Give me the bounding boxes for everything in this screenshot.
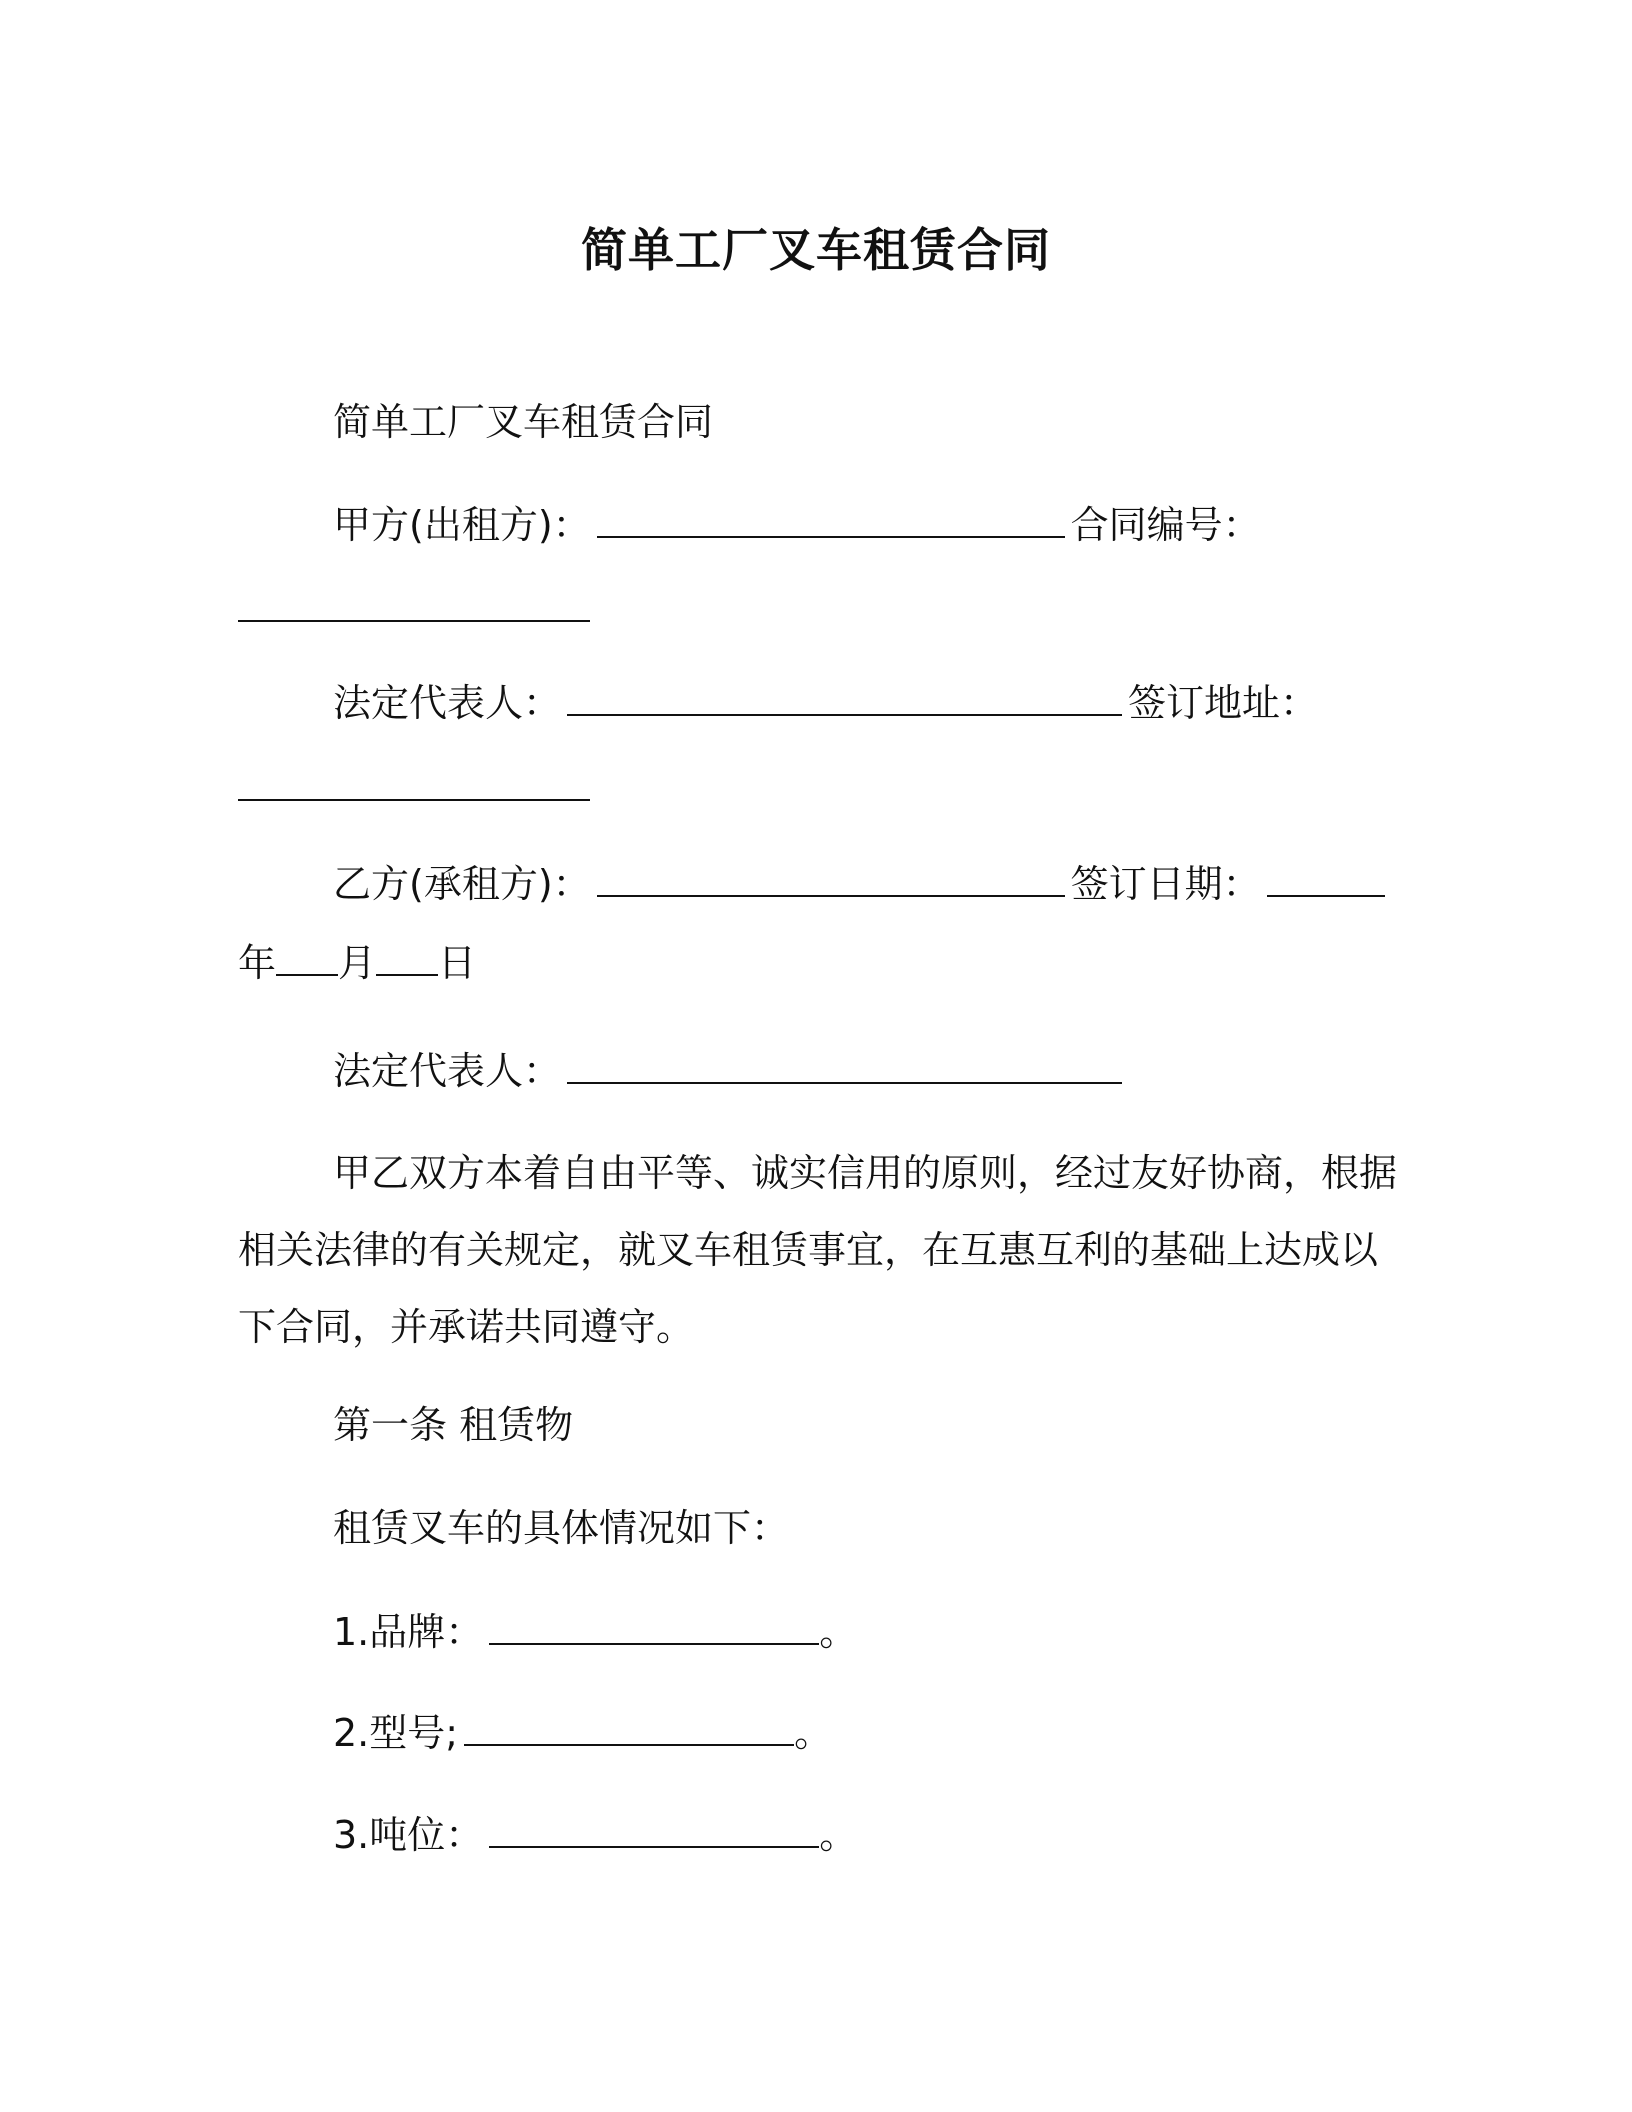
article-1-heading: 第一条 租赁物 [333, 1403, 574, 1447]
item-brand-line [333, 1607, 857, 1657]
legal-rep-label-1: 法定代表人： [333, 681, 562, 725]
item-model-line [333, 1708, 832, 1758]
legal-rep-line-1 [333, 678, 1318, 728]
party-b-label: 乙方(承租方)： [333, 862, 591, 906]
intro-line-2: 相关法律的有关规定，就叉车租赁事宜，在互惠互利的基础上达成以 [238, 1228, 1379, 1272]
intro-line-3: 下合同，并承诺共同遵守。 [238, 1305, 695, 1349]
article-1-intro: 租赁叉车的具体情况如下： [333, 1506, 790, 1550]
sign-date-label: 签订日期： [1070, 862, 1261, 906]
item-tonnage-blank[interactable] [489, 1812, 819, 1848]
party-b-blank[interactable] [597, 861, 1065, 897]
sign-date-blank[interactable] [1267, 861, 1385, 897]
intro-line-1: 甲乙双方本着自由平等、诚实信用的原则，经过友好协商，根据 [333, 1151, 1398, 1195]
document-subtitle: 简单工厂叉车租赁合同 [333, 400, 714, 444]
item-tonnage-end: 。 [819, 1813, 858, 1857]
party-a-line [333, 500, 1261, 550]
year-label: 年 [238, 941, 277, 985]
day-blank[interactable] [376, 940, 438, 976]
legal-rep-blank-2[interactable] [567, 1048, 1122, 1084]
legal-rep-blank-1[interactable] [567, 680, 1122, 716]
item-brand-blank[interactable] [489, 1609, 819, 1645]
party-a-label: 甲方(出租方)： [333, 503, 591, 547]
item-brand-end: 。 [819, 1610, 858, 1654]
legal-rep-line-2 [333, 1046, 1128, 1096]
item-model-blank[interactable] [464, 1710, 794, 1746]
sign-address-label: 签订地址： [1128, 681, 1319, 725]
document-title: 简单工厂叉车租赁合同 [581, 223, 1051, 277]
contract-no-blank[interactable] [238, 586, 590, 622]
sign-date-line [238, 938, 476, 988]
legal-rep-label-2: 法定代表人： [333, 1049, 562, 1093]
sign-address-line [238, 763, 590, 813]
month-label: 月 [338, 941, 377, 985]
item-tonnage-line [333, 1810, 857, 1860]
item-brand-label: 1.品牌： [333, 1610, 484, 1654]
item-tonnage-label: 3.吨位： [333, 1813, 484, 1857]
contract-no-label: 合同编号： [1070, 503, 1261, 547]
item-model-end: 。 [794, 1711, 833, 1755]
contract-no-line [238, 584, 590, 634]
party-a-blank[interactable] [597, 502, 1065, 538]
day-label: 日 [438, 941, 477, 985]
month-blank[interactable] [276, 940, 338, 976]
item-model-label: 2.型号; [333, 1711, 459, 1755]
party-b-line [333, 859, 1385, 909]
sign-address-blank[interactable] [238, 765, 590, 801]
